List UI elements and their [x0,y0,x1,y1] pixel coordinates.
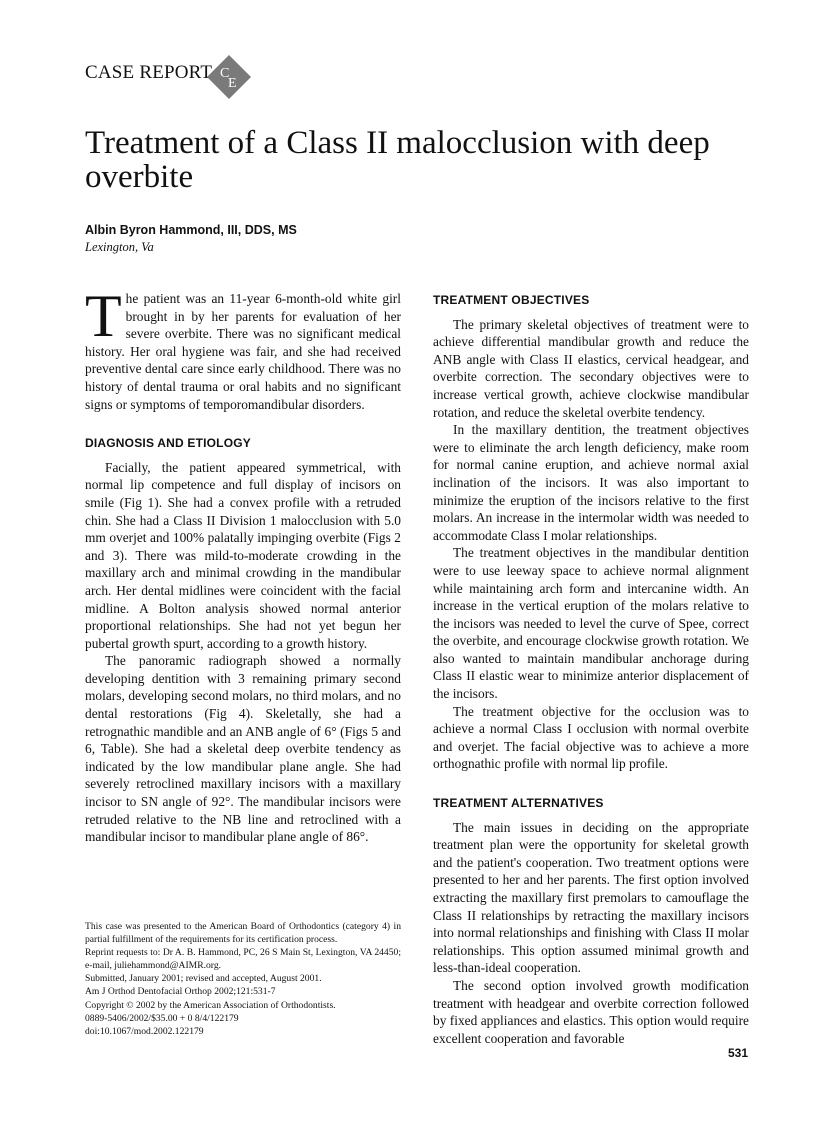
article-title: Treatment of a Class II malocclusion with deep overbite [85,125,710,195]
author-location: Lexington, Va [85,240,154,254]
paragraph: The panoramic radiograph showed a normally developing dentition with 3 remaining primary second molars, developing second molars, no third molars, and no dental restorations (Fig 4). Skeletally, she had a retrognathic mandible and an ANB angle of 6° (Figs 5 and 6, Table). She had a skeletal deep overbite tendency as indicated by the low mandibular plane angle. She had severely retroclined maxillary incisors with a maxillary incisor to SN angle of 92°. The mandibular incisors were retruded relative to the NB line and retroclined with a mandibular incisor to mandibular plane angle of 86°. [85,653,401,845]
paragraph: The main issues in deciding on the appropriate treatment plan were the opportunity for skeletal growth and the patient's cooperation. Two treatment options were presented to her and her parents. The first option involved extracting the maxillary first premolars to camouflage the Class II relationships by retracting the maxillary incisors into normal relationships and finishing with Class II molar relationships. This option assumed minimal growth and less-than-ideal cooperation. [433,819,749,976]
footnote: 0889-5406/2002/$35.00 + 0 8/4/122179 [85,1012,239,1024]
paragraph: The treatment objective for the occlusion was to achieve a normal Class I occlusion with normal overbite and overjet. The facial objective was to achieve a more orthognathic profile with normal lip profile. [433,703,749,772]
paragraph: The second option involved growth modification treatment with headgear and overbite correction followed by fixed appliances and elastics. This option would require excellent cooperation and favorable [433,977,749,1046]
footnote: Submitted, January 2001; revised and accepted, August 2001. [85,973,322,985]
section-heading: TREATMENT ALTERNATIVES [433,796,604,811]
footnote: Copyright © 2002 by the American Association of Orthodontists. [85,999,336,1011]
page-number: 531 [728,1046,749,1060]
author: Albin Byron Hammond, III, DDS, MS [85,223,297,237]
footnote: This case was presented to the American Board of Orthodontics (category 4) in partial fulfillment of the requirements for its certification process. [85,921,401,946]
left-column [85,283,401,846]
footnote: Am J Orthod Dentofacial Orthop 2002;121:531-7 [85,986,276,998]
svg-text:C: C [220,66,230,81]
section-heading: DIAGNOSIS AND ETIOLOGY [85,436,251,451]
right-column [433,290,749,1047]
svg-text:E: E [228,76,237,91]
footnotes [85,920,401,1038]
footnote: Reprint requests to: Dr A. B. Hammond, PC, 26 S Main St, Lexington, VA 24450; e-mail, juliehammond@AIMR.org. [85,947,401,972]
paragraph: The primary skeletal objectives of treatment were to achieve differential mandibular growth and reduce the ANB angle with Class II elastics, cervical headgear, and overbite correction. The secondary objectives were to increase vertical growth, achieve clockwise mandibular rotation, and reduce the skeletal overbite tendency. [433,316,749,420]
paragraph: Facially, the patient appeared symmetrical, with normal lip competence and full display of incisors on smile (Fig 1). She had a convex profile with a retruded chin. She had a Class II Division 1 malocclusion with 5.0 mm overjet and 100% palatally impinging overbite (Figs 2 and 3). There was mild-to-moderate crowding in the maxillary arch and minimal crowding in the mandibular arch. Her dental midlines were coincident with the facial midline. A Bolton analysis showed normal anterior proportional relationships. She had not yet begun her pubertal growth spurt, according to a growth history. [85,459,401,651]
drop-cap: T [85,283,122,349]
ce-logo-icon [207,55,251,99]
footnote: doi:10.1067/mod.2002.122179 [85,1025,204,1037]
paragraph: In the maxillary dentition, the treatment objectives were to eliminate the arch length deficiency, make room for normal canine eruption, and achieve normal axial inclination of the incisors. It was also important to minimize the eruption of the incisors relative to the first molars. An increase in the intermolar width was needed to accommodate Class I molar relationships. [433,422,749,543]
intro-paragraph: The patient was an 11-year 6-month-old white girl brought in by her parents for evaluation of her severe overbite. There was no significant medical history. Her oral hygiene was fair, and she had received preventive dental care since early childhood. There was no history of dental trauma or oral habits and no significant signs or symptoms of temporomandibular disorders. [85,283,401,412]
section-label: CASE REPORT [85,62,213,83]
paragraph: The treatment objectives in the mandibular dentition were to use leeway space to achieve normal alignment while maintaining arch form and intercanine width. An increase in the vertical eruption of the molars relative to the incisors was needed to level the curve of Spee, correct the overbite, and encourage clockwise growth rotation. We also wanted to maintain mandibular anchorage during Class II elastic wear to minimize anterior displacement of the incisors. [433,545,749,702]
section-heading: TREATMENT OBJECTIVES [433,293,590,307]
